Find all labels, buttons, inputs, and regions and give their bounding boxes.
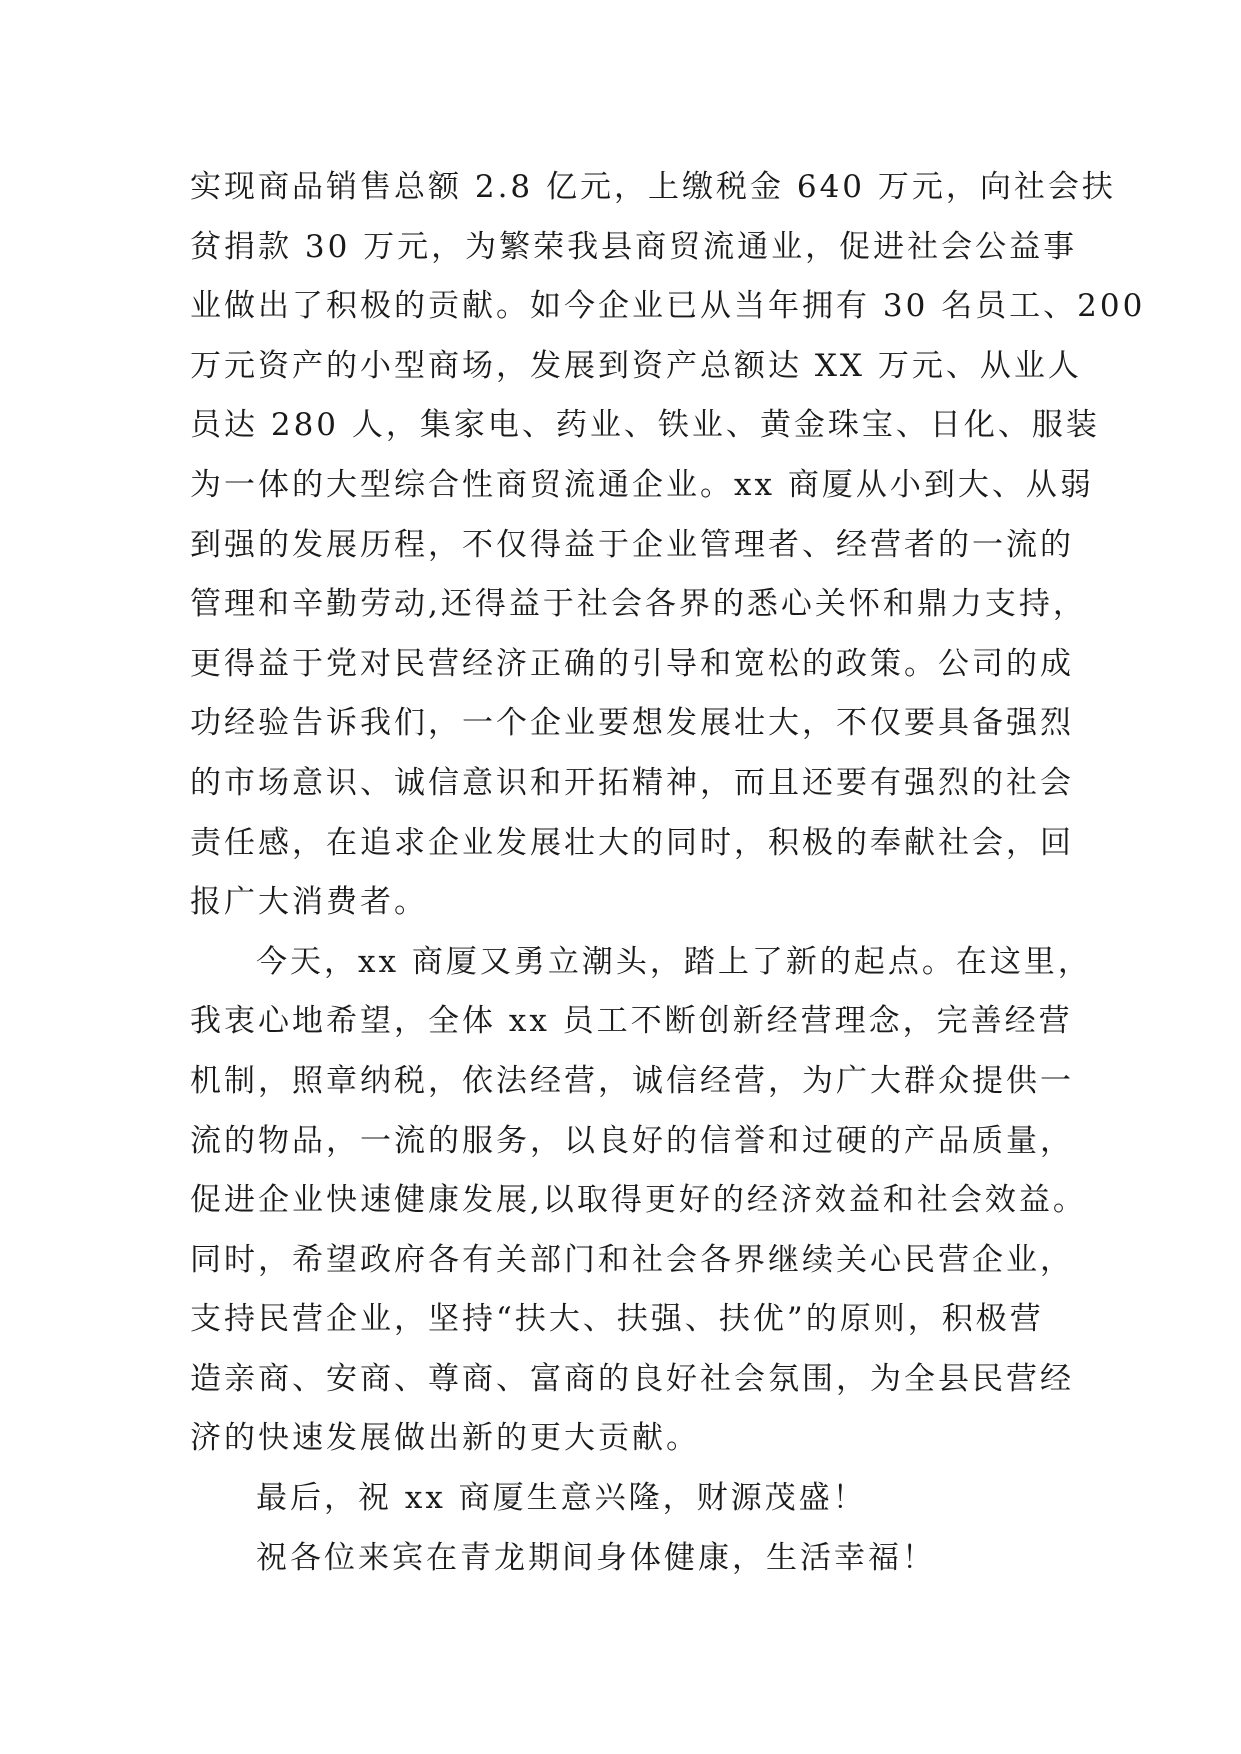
text-line: 的市场意识、诚信意识和开拓精神，而且还要有强烈的社会	[190, 764, 1074, 801]
text-line: 流的物品，一流的服务，以良好的信誉和过硬的产品质量，	[190, 1122, 1074, 1159]
text-line: 支持民营企业，坚持“扶大、扶强、扶优”的原则，积极营	[190, 1301, 1044, 1338]
text-line: 造亲商、安商、尊商、富商的良好社会氛围，为全县民营经	[190, 1360, 1074, 1397]
document-body	[190, 158, 1146, 1588]
text-line: 同时，希望政府各有关部门和社会各界继续关心民营企业，	[190, 1241, 1074, 1278]
text-line: 我衷心地希望，全体 xx 员工不断创新经营理念，完善经营	[190, 1003, 1073, 1040]
text-line: 最后，祝 xx 商厦生意兴隆，财源茂盛！	[256, 1480, 867, 1517]
text-line: 更得益于党对民营经济正确的引导和宽松的政策。公司的成	[190, 645, 1074, 682]
paragraph	[190, 1529, 1070, 1589]
text-line: 实现商品销售总额 2.8 亿元，上缴税金 640 万元，向社会扶	[190, 169, 1116, 205]
text-line: 万元资产的小型商场，发展到资产总额达 XX 万元、从业人	[190, 347, 1082, 384]
text-line: 济的快速发展做出新的更大贡献。	[190, 1420, 700, 1457]
text-line: 功经验告诉我们，一个企业要想发展壮大，不仅要具备强烈	[190, 705, 1074, 742]
paragraph	[190, 158, 1146, 933]
text-line: 员达 280 人，集家电、药业、铁业、黄金珠宝、日化、服装	[190, 407, 1100, 444]
text-line: 责任感，在追求企业发展壮大的同时，积极的奉献社会，回	[190, 824, 1074, 861]
paragraph	[190, 933, 1092, 1469]
text-line: 机制，照章纳税，依法经营，诚信经营，为广大群众提供一	[190, 1062, 1074, 1099]
paragraph	[190, 1469, 1070, 1529]
text-line: 促进企业快速健康发展,以取得更好的经济效益和社会效益。	[190, 1182, 1087, 1219]
text-line: 业做出了积极的贡献。如今企业已从当年拥有 30 名员工、200	[190, 288, 1146, 325]
text-line: 为一体的大型综合性商贸流通企业。xx 商厦从小到大、从弱	[190, 466, 1094, 503]
text-line: 报广大消费者。	[190, 884, 428, 921]
text-line: 贫捐款 30 万元，为繁荣我县商贸流通业，促进社会公益事	[190, 228, 1078, 265]
text-line: 管理和辛勤劳动,还得益于社会各界的悉心关怀和鼎力支持，	[190, 586, 1087, 623]
text-line: 祝各位来宾在青龙期间身体健康，生活幸福！	[256, 1539, 936, 1576]
text-line: 到强的发展历程，不仅得益于企业管理者、经营者的一流的	[190, 526, 1074, 563]
text-line: 今天，xx 商厦又勇立潮头，踏上了新的起点。在这里，	[256, 943, 1092, 980]
